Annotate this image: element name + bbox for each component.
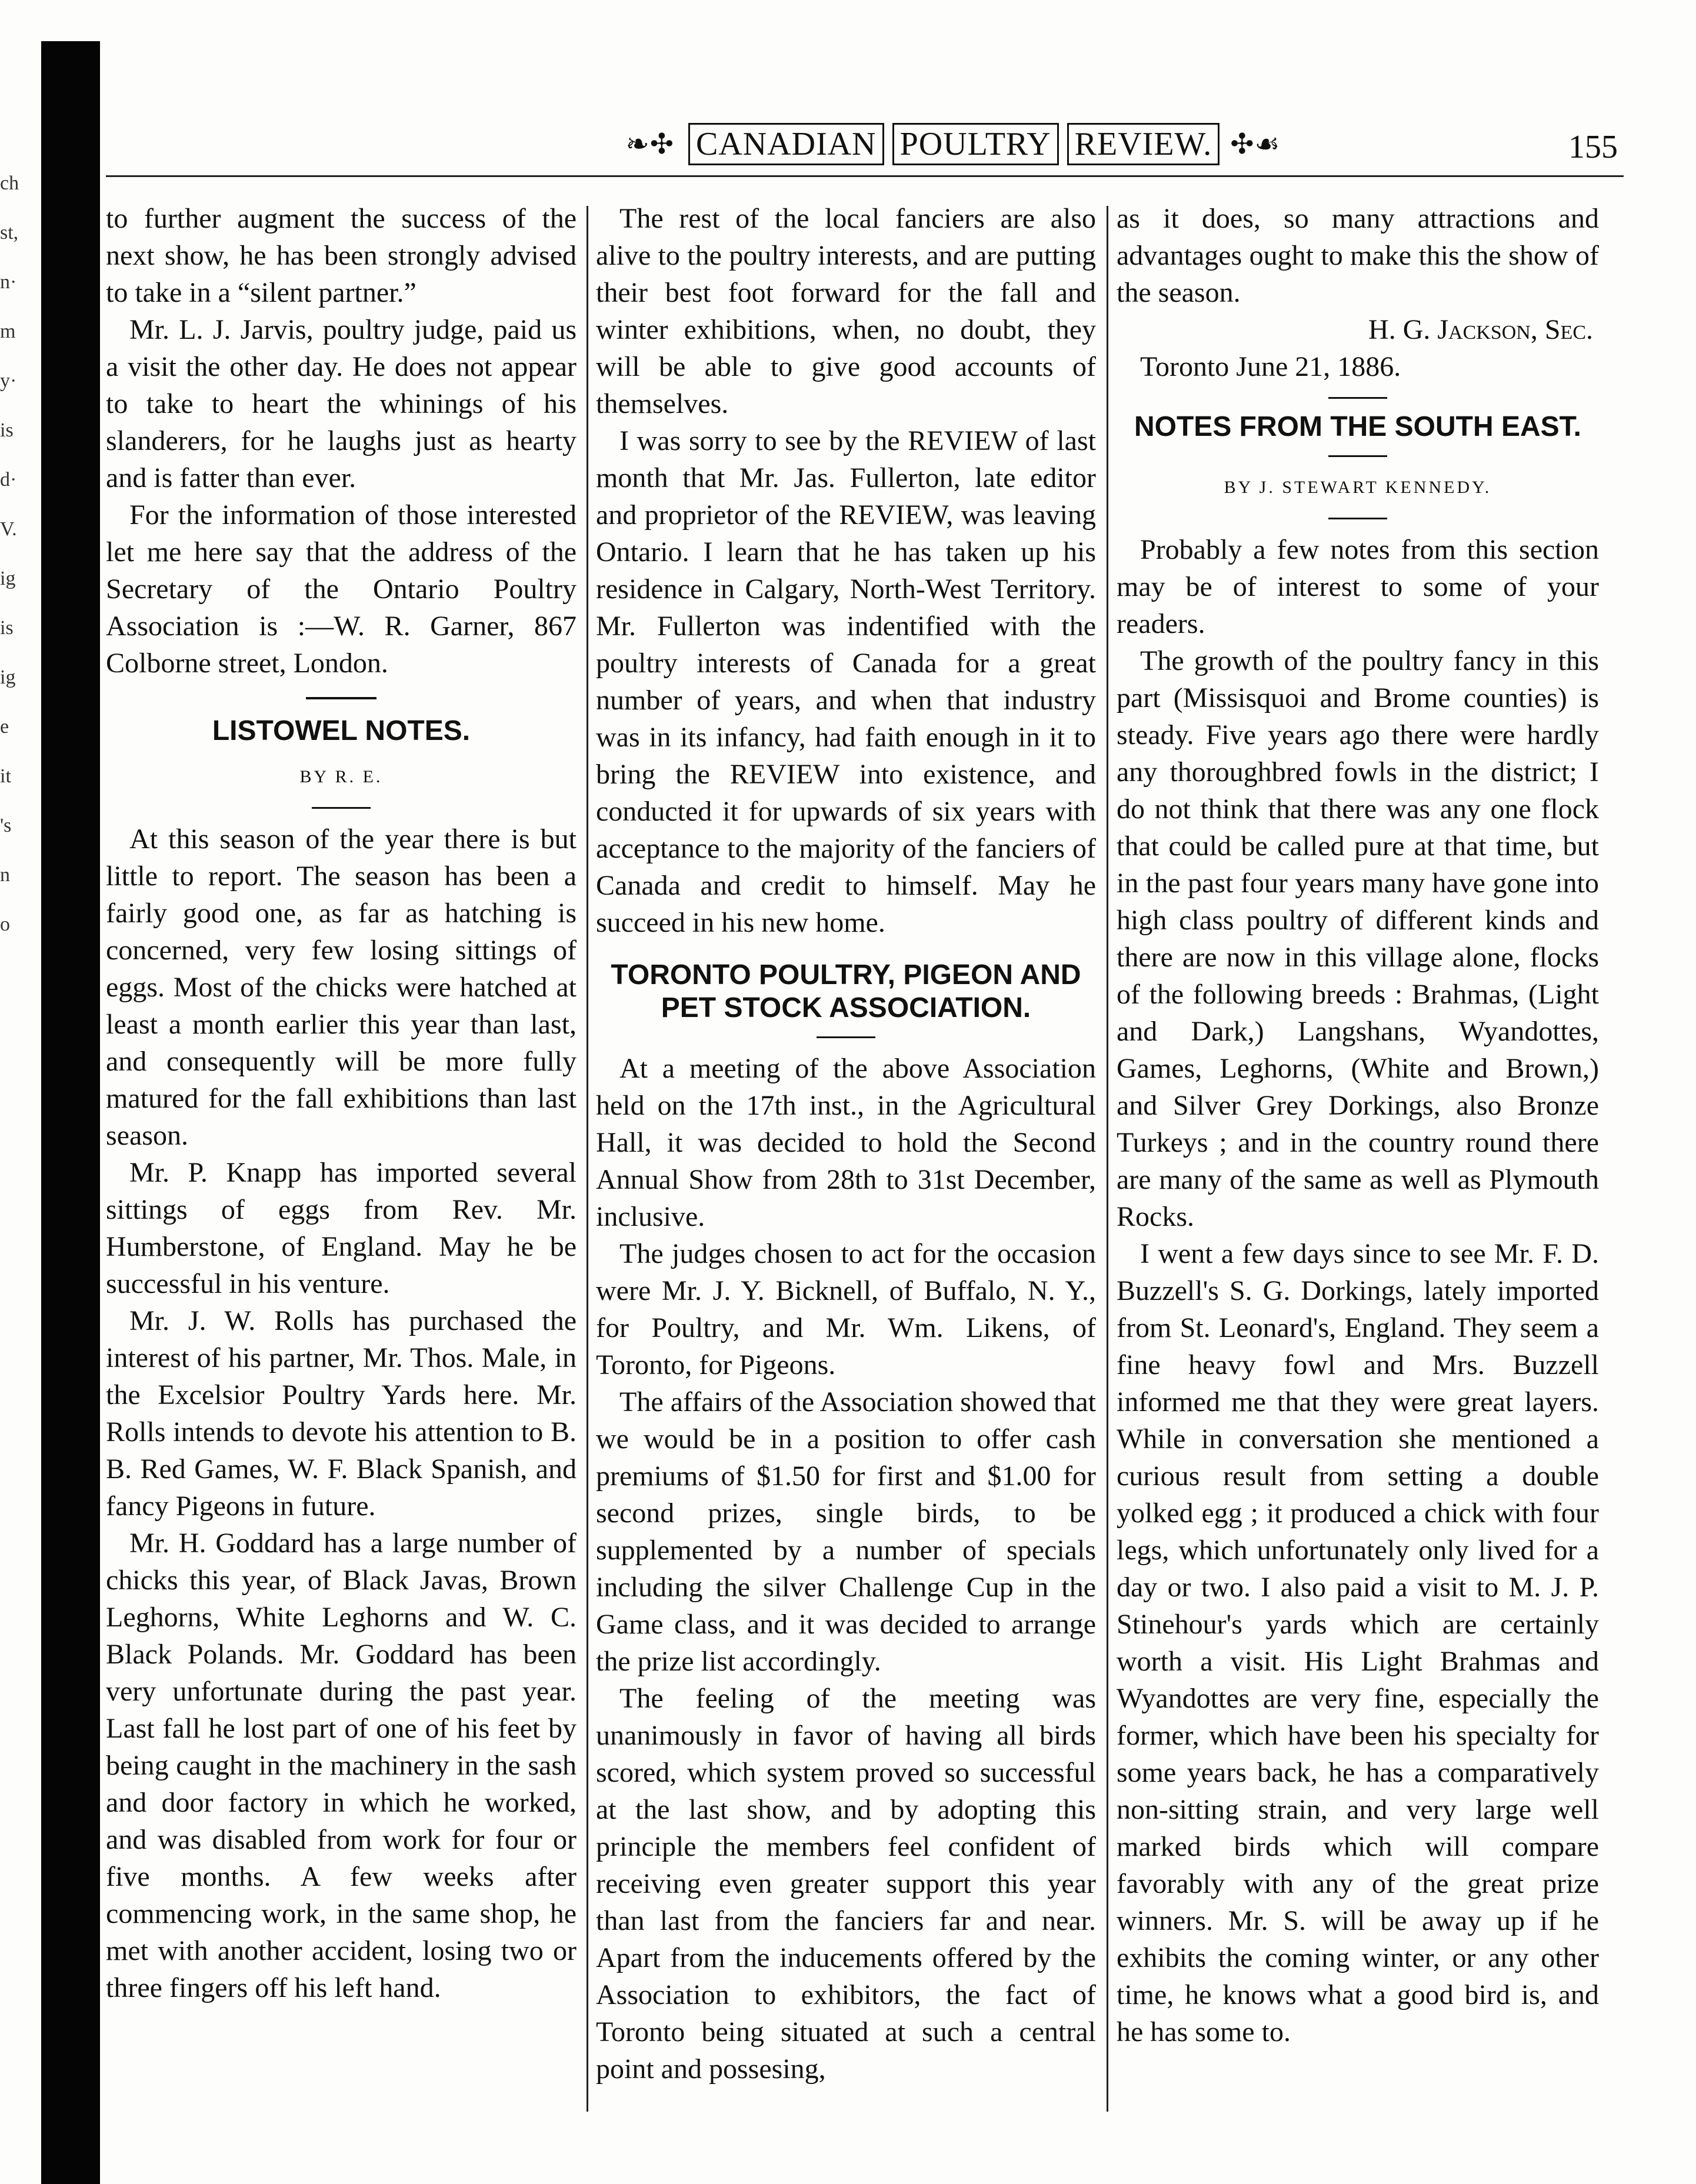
masthead-word: CANADIAN xyxy=(688,123,884,165)
masthead xyxy=(625,125,1281,164)
byline: BY J. STEWART KENNEDY. xyxy=(1224,478,1492,497)
paragraph: I went a few days since to see Mr. F. D. Buzzell's S. G. Dorkings, lately imported from St. Leonard's, England. They seem a fine heavy fowl and Mrs. Buzzell informed me that they were great layers. While in conversation she mentioned a curious result from setting a double yolked egg ; it produced a chick with four legs, which unfortunately only lived for a day or two. I also paid a visit to M. J. P. Stinehour's yards which are certainly worth a visit. His Light Brahmas and Wyandottes are very fine, especially the former, which have been his specialty for some years back, he has a comparatively non-sitting strain, and very large well marked birds which will compare favorably with any of the great prize winners. Mr. S. will be away up if he exhibits the coming winter, or any other time, he knows what a good bird is, and he has some to. xyxy=(1117,1238,1599,2048)
section-rule xyxy=(1328,397,1387,399)
margin-fragment: e xyxy=(0,716,9,738)
paragraph: At a meeting of the above Association held on the 17th inst., in the Agricultural Hall, it was decided to hold the Second Annual Show from 28th to 31st December, inclusive. xyxy=(596,1053,1096,1232)
margin-fragment: ig xyxy=(0,568,16,589)
paragraph: Mr. H. Goddard has a large number of chicks this year, of Black Javas, Brown Leghorns, White Leghorns and W. C. Black Polands. Mr. Goddard has been very unfortunate during the past year. Last fall he lost part of one of his feet by being caught in the machinery in the sash and door factory in which he worked, and was disabled from work for four or five months. A few weeks after commencing work, in the same shop, he met with another accident, losing two or three fingers off his left hand. xyxy=(106,1528,577,2003)
section-rule xyxy=(1328,518,1387,519)
masthead-word: POULTRY xyxy=(892,123,1059,165)
section-title-line: PET STOCK ASSOCIATION. xyxy=(661,992,1031,1023)
page-number: 155 xyxy=(1568,129,1618,165)
paragraph: For the information of those interested let me here say that the address of the Secretary of the Ontario Poultry Association is :—W. R. Garner, 867 Colborne street, London. xyxy=(106,499,577,679)
section-rule xyxy=(312,807,371,809)
margin-fragment: m xyxy=(0,321,16,342)
margin-fragment: y· xyxy=(0,370,17,392)
signature-name: H. G. Jackson, Sec. xyxy=(1368,314,1593,345)
signature-place: Toronto June 21, 1886. xyxy=(1140,351,1401,382)
paragraph: The affairs of the Association showed that we would be in a position to offer cash premiums of $1.50 for first and $1.00 for second prizes, single birds, to be supplemented by a number of specials including the silver Challenge Cup in the Game class, and it was decided to arrange the prize list accordingly. xyxy=(596,1386,1096,1677)
section-title-line: TORONTO POULTRY, PIGEON AND xyxy=(611,959,1081,991)
margin-fragment: V. xyxy=(0,518,17,540)
section-title: NOTES FROM THE SOUTH EAST. xyxy=(1134,411,1582,442)
margin-fragment: ch xyxy=(0,172,19,194)
column-divider xyxy=(587,206,588,2112)
section-rule xyxy=(817,1036,875,1038)
paragraph: as it does, so many attractions and advantages ought to make this the show of the season. xyxy=(1117,203,1599,308)
ornament-left-icon: ❧✣ xyxy=(625,129,674,160)
margin-fragment: ig xyxy=(0,666,16,688)
margin-fragment: o xyxy=(0,913,10,935)
margin-fragment: d· xyxy=(0,469,17,491)
column-divider xyxy=(1107,206,1108,2112)
margin-fragment: is xyxy=(0,617,14,639)
paragraph: to further augment the success of the next show, he has been strongly advised to take in a “silent partner.” xyxy=(106,203,577,308)
paragraph: Mr. P. Knapp has imported several sittings of eggs from Rev. Mr. Humberstone, of England. May he be successful in his venture. xyxy=(106,1157,577,1299)
paragraph: Mr. J. W. Rolls has purchased the interest of his partner, Mr. Thos. Male, in the Excelsior Poultry Yards here. Mr. Rolls intends to devote his attention to B. B. Red Games, W. F. Black Spanish, and fancy Pigeons in future. xyxy=(106,1305,577,1522)
ornament-right-icon: ✣☙ xyxy=(1230,129,1281,160)
paragraph: The feeling of the meeting was unanimously in favor of having all birds scored, which system proved so successful at the last show, and by adopting this principle the members feel confident of receiving even greater support this year than last from the fanciers far and near. Apart from the inducements offered by the Association to exhibitors, the fact of Toronto being situated at such a central point and possesing, xyxy=(596,1683,1096,2085)
masthead-word: REVIEW. xyxy=(1067,123,1220,165)
paragraph: The growth of the poultry fancy in this part (Missisquoi and Brome counties) is steady. Five years ago there were hardly any thoroughbred fowls in the district; I do not think that there was any one flock that could be called pure at that time, but in the past four years many have gone into high class poultry of different kinds and there are now in this village alone, flocks of the following breeds : Brahmas, (Light and Dark,) Langshans, Wyandottes, Games, Leghorns, (White and Brown,) and Silver Grey Dorkings, also Bronze Turkeys ; and in the country round there are many of the same as well as Plymouth Rocks. xyxy=(1117,645,1599,1232)
page-binding-shadow xyxy=(41,41,100,2184)
margin-fragment: n· xyxy=(0,271,17,293)
paragraph: Mr. L. J. Jarvis, poultry judge, paid us a visit the other day. He does not appear to take to heart the whinings of his slanderers, for he laughs just as hearty and is fatter than ever. xyxy=(106,314,577,494)
section-rule xyxy=(306,697,376,699)
byline: BY R. E. xyxy=(299,767,383,786)
margin-fragment: it xyxy=(0,765,11,787)
paragraph: I was sorry to see by the REVIEW of last month that Mr. Jas. Fullerton, late editor and proprietor of the REVIEW, was leaving Ontario. I learn that he has taken up his residence in Calgary, North-West Territory. Mr. Fullerton was indentified with the poultry interests of Canada for a great number of years, and when that industry was in its infancy, had faith enough in it to bring the REVIEW into existence, and conducted it for upwards of six years with acceptance to the majority of the fanciers of Canada and credit to himself. May he succeed in his new home. xyxy=(596,425,1096,938)
section-rule xyxy=(1328,455,1387,457)
margin-bleed-text xyxy=(0,159,35,949)
margin-fragment: 's xyxy=(0,815,12,836)
margin-fragment: n xyxy=(0,864,10,886)
column-3 xyxy=(1117,200,1599,2050)
margin-fragment: is xyxy=(0,419,14,441)
margin-fragment: st, xyxy=(0,222,19,244)
section-title: LISTOWEL NOTES. xyxy=(212,715,471,746)
column-2 xyxy=(596,200,1096,2088)
paragraph: The judges chosen to act for the occasion were Mr. J. Y. Bicknell, of Buffalo, N. Y., for Poultry, and Mr. Wm. Likens, of Toronto, for Pigeons. xyxy=(596,1238,1096,1381)
paragraph: The rest of the local fanciers are also alive to the poultry interests, and are putting their best foot forward for the fall and winter exhibitions, when, no doubt, they will be able to give good accounts of themselves. xyxy=(596,203,1096,419)
paragraph: Probably a few notes from this section may be of interest to some of your readers. xyxy=(1117,534,1599,639)
paragraph: At this season of the year there is but little to report. The season has been a fairly good one, as far as hatching is concerned, very few losing sittings of eggs. Most of the chicks were hatched at least a month earlier this year than last, and consequently will be more fully matured for the fall exhibitions than last season. xyxy=(106,823,577,1151)
section-title xyxy=(596,959,1096,1025)
header-rule xyxy=(106,175,1624,177)
column-1 xyxy=(106,200,577,2006)
page-header xyxy=(106,112,1624,171)
